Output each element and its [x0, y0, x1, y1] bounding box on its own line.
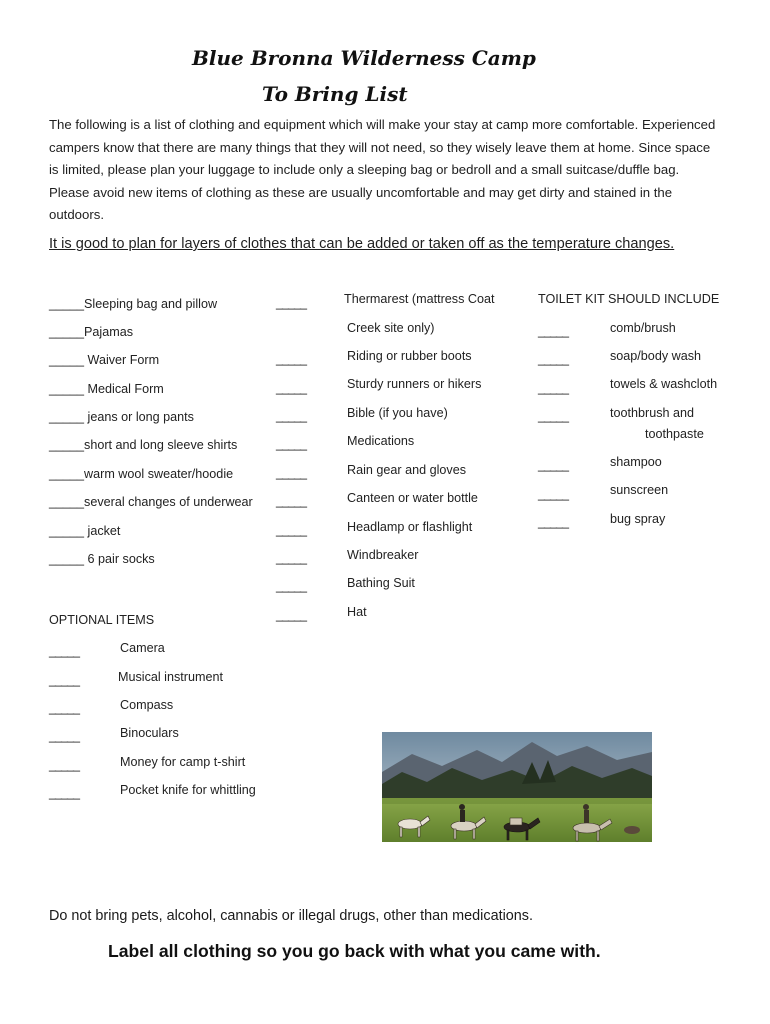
layers-note: It is good to plan for layers of clothes that can be added or taken off as the temperature changes. — [49, 236, 675, 252]
page-title-line2: To Bring List — [262, 82, 408, 106]
optional-item: Pocket knife for whittling — [120, 783, 256, 797]
col2-blank: _____ — [276, 494, 307, 508]
optional-blank: _____ — [49, 701, 80, 715]
col2-blank: _____ — [276, 523, 307, 537]
col1-item: _____ jacket — [49, 524, 121, 538]
col2-item: Headlamp or flashlight — [347, 520, 473, 534]
col1-item: _____ Medical Form — [49, 382, 164, 396]
col3-blank: _____ — [538, 409, 569, 423]
col2-item: Sturdy runners or hikers — [347, 377, 482, 391]
page-title-line1: Blue Bronna Wilderness Camp — [192, 46, 536, 70]
col3-blank: _____ — [538, 515, 569, 529]
restriction-note: Do not bring pets, alcohol, cannabis or illegal drugs, other than medications. — [49, 908, 533, 924]
col2-blank: _____ — [276, 608, 307, 622]
col2-blank: _____ — [276, 551, 307, 565]
col1-item: _____short and long sleeve shirts — [49, 438, 238, 452]
col3-blank: _____ — [538, 352, 569, 366]
col1-item: _____ 6 pair socks — [49, 552, 155, 566]
col2-item: Rain gear and gloves — [347, 463, 467, 477]
optional-items-header: OPTIONAL ITEMS — [49, 613, 155, 627]
optional-item: Money for camp t-shirt — [120, 755, 246, 769]
optional-item: Binoculars — [120, 726, 179, 740]
col2-blank: _____ — [276, 352, 307, 366]
col1-item: _____ jeans or long pants — [49, 410, 194, 424]
col3-blank: _____ — [538, 324, 569, 338]
col2-item: Canteen or water bottle — [347, 491, 478, 505]
col1-item: _____Pajamas — [49, 325, 134, 339]
col2-item: Creek site only) — [347, 321, 435, 335]
optional-item: Camera — [120, 641, 165, 655]
col3-blank: _____ — [538, 381, 569, 395]
col2-blank: _____ — [276, 579, 307, 593]
optional-blank: _____ — [49, 673, 80, 687]
toilet-item: toothbrush and — [610, 406, 695, 420]
optional-blank: _____ — [49, 758, 80, 772]
toilet-item: toothpaste — [645, 427, 704, 441]
col1-item: _____warm wool sweater/hoodie — [49, 467, 234, 481]
toilet-item: bug spray — [610, 512, 666, 526]
intro-paragraph: The following is a list of clothing and equipment which will make your stay at camp more comfortable. Experienced campers know that there are many things that they will not need, so they wisely leave them at home. Since space is limited, please plan your luggage to include only a sleeping bag or bedroll and a small suitcase/duffle bag. Please avoid new items of clothing as these are usually uncomfortable and may get dirty and stained in the outdoors. — [49, 117, 716, 223]
col2-blank: _____ — [276, 296, 307, 310]
col2-item: Medications — [347, 434, 415, 448]
col1-item: _____ Waiver Form — [49, 353, 160, 367]
toilet-kit-header: TOILET KIT SHOULD INCLUDE — [538, 292, 720, 306]
optional-item: Compass — [120, 698, 174, 712]
col1-item: _____several changes of underwear — [49, 495, 253, 509]
optional-blank: _____ — [49, 786, 80, 800]
col3-blank: _____ — [538, 458, 569, 472]
toilet-item: shampoo — [610, 455, 662, 469]
toilet-item: soap/body wash — [610, 349, 702, 363]
col3-blank: _____ — [538, 487, 569, 501]
toilet-item: sunscreen — [610, 483, 669, 497]
col2-item: Bible (if you have) — [347, 406, 448, 420]
col2-item: Hat — [347, 605, 367, 619]
toilet-item: towels & washcloth — [610, 377, 718, 391]
col2-blank: _____ — [276, 381, 307, 395]
col1-item: _____Sleeping bag and pillow — [49, 297, 218, 311]
optional-item: Musical instrument — [118, 670, 223, 684]
col2-blank: _____ — [276, 466, 307, 480]
horseback-photo — [382, 732, 652, 842]
toilet-item: comb/brush — [610, 321, 676, 335]
col2-item: Windbreaker — [347, 548, 419, 562]
col2-blank: _____ — [276, 409, 307, 423]
optional-blank: _____ — [49, 644, 80, 658]
optional-blank: _____ — [49, 729, 80, 743]
label-clothing-note: Label all clothing so you go back with what you came with. — [108, 941, 601, 961]
col2-blank: _____ — [276, 437, 307, 451]
col2-item: Bathing Suit — [347, 576, 415, 590]
col2-item: Thermarest (mattress Coat — [344, 292, 495, 306]
col2-item: Riding or rubber boots — [347, 349, 472, 363]
